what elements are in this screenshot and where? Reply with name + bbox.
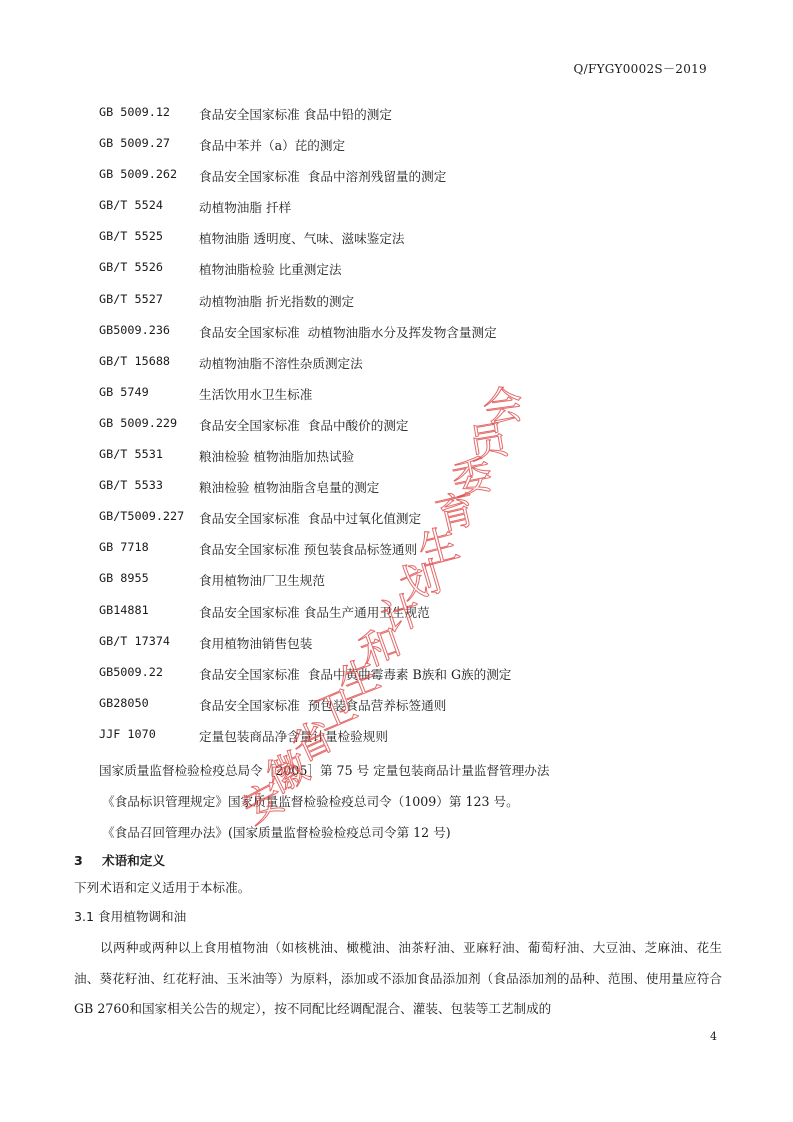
- standard-code: GB/T5009.227: [99, 509, 185, 524]
- watermark-glyph: 员: [464, 416, 512, 469]
- standard-row: [99, 384, 719, 415]
- standard-code: GB/T 17374: [99, 633, 171, 648]
- standard-row: [99, 322, 719, 353]
- watermark-glyph: 生: [413, 520, 465, 576]
- standard-row: [99, 695, 719, 726]
- standard-code: GB 5009.12: [99, 105, 171, 119]
- standard-code: GB28050: [99, 695, 149, 710]
- standard-row: [99, 539, 719, 570]
- page-number: 4: [710, 1030, 717, 1043]
- standard-row: [99, 726, 719, 757]
- standard-code: GB5009.236: [99, 322, 171, 337]
- watermark-glyph: 委: [448, 451, 497, 505]
- standard-code: GB 5749: [99, 384, 149, 399]
- definition-paragraph: 以两种或两种以上食用植物油（如核桃油、橄榄油、油茶籽油、亚麻籽油、葡萄籽油、大豆油、芝麻油、花生油、葵花籽油、红花籽油、玉米油等）为原料，添加或不添加食品添加剂（食品添加剂的品种、范围、使用量应符合 GB 2760和国家相关公告的规定），按不同配比经调配混合、灌装、包装等工艺制成的: [74, 940, 722, 1016]
- regulation-notes: [99, 760, 719, 853]
- standard-code: GB 5009.262: [99, 167, 178, 182]
- standard-title: 动植物油脂 折光指数的测定: [199, 293, 355, 309]
- standard-row: [99, 135, 719, 166]
- watermark-glyph: 卫: [309, 682, 364, 741]
- watermark-glyph: 会: [480, 381, 527, 433]
- standard-title: 食用植物油厂卫生规范: [199, 573, 325, 589]
- standard-row: [99, 291, 719, 322]
- watermark-glyph: 和: [354, 619, 408, 677]
- standard-title: 食品安全国家标准 食品中溶剂残留量的测定: [199, 169, 447, 185]
- standard-title: 食品安全国家标准 动植物油脂水分及挥发物含量测定: [199, 324, 497, 340]
- regulation-note: 《食品标识管理规定》国家质量监督检验检疫总司令（1009）第 123 号。: [102, 794, 519, 810]
- regulation-note: 《食品召回管理办法》(国家质量监督检验检疫总司令第 12 号): [102, 825, 451, 841]
- standard-row: [99, 228, 719, 259]
- standard-title: 植物油脂检验 比重测定法: [199, 262, 342, 278]
- standard-title: 生活饮用水卫生标准: [199, 386, 313, 402]
- standard-title: 定量包装商品净含量计量检验规则: [199, 728, 388, 744]
- standard-row: [99, 477, 719, 508]
- standard-row: [99, 259, 719, 290]
- standard-title: 食品安全国家标准 食品中过氧化值测定: [199, 511, 422, 527]
- regulation-note: 国家质量监督检验检疫总局令［2005］第 75 号 定量包装商品计量监督管理办法: [99, 763, 550, 778]
- subsection-heading: 3.1 食用植物调和油: [74, 909, 187, 924]
- standard-row: [99, 602, 719, 633]
- standard-code: GB5009.22: [99, 664, 163, 679]
- standard-code: GB/T 5526: [99, 260, 163, 275]
- section-title: 术语和定义: [102, 853, 165, 868]
- standard-title: 食品安全国家标准 预包装食品营养标签通则: [199, 697, 447, 713]
- watermark-glyph: 划: [395, 554, 447, 610]
- standard-title: 食品安全国家标准 食品中黄曲霉毒素 B族和 G族的测定: [199, 666, 512, 682]
- standard-title: 食用植物油销售包装: [199, 635, 313, 651]
- standard-title: 食品安全国家标准 食品中酸价的测定: [199, 417, 409, 433]
- section-intro: 下列术语和定义适用于本标准。: [74, 880, 251, 895]
- standard-row: [99, 166, 719, 197]
- standard-code: GB/T 5524: [99, 198, 163, 213]
- standard-row: [99, 446, 719, 477]
- standard-row: [99, 415, 719, 446]
- standard-row: [99, 633, 719, 664]
- normative-references-list: [99, 104, 719, 757]
- standard-code: GB 8955: [99, 571, 149, 586]
- standard-code: GB/T 5531: [99, 447, 163, 462]
- standard-title: 食品安全国家标准 食品中铅的测定: [199, 107, 392, 122]
- standard-code: GB 5009.229: [99, 415, 178, 430]
- watermark-glyph: 育: [431, 486, 481, 541]
- standard-title: 动植物油脂 扦样: [199, 200, 292, 216]
- standard-title: 粮油检验 植物油脂含皂量的测定: [199, 480, 380, 496]
- standard-row: [99, 353, 719, 384]
- standard-row: [99, 570, 719, 601]
- standard-title: 植物油脂 透明度、气味、滋味鉴定法: [199, 231, 405, 247]
- standard-code: GB/T 15688: [99, 353, 171, 368]
- standard-row: [99, 508, 719, 539]
- standard-code: GB 7718: [99, 540, 149, 555]
- watermark-glyph: 安: [235, 773, 293, 834]
- standard-code: JJF 1070: [99, 726, 156, 741]
- standard-code: GB 5009.27: [99, 136, 171, 151]
- standard-code: GB/T 5533: [99, 478, 163, 493]
- standard-code: GB14881: [99, 602, 149, 617]
- watermark-glyph: 计: [375, 587, 428, 644]
- standard-code: GB/T 5525: [99, 229, 163, 244]
- watermark-glyph: 徽: [260, 743, 317, 803]
- standard-row: [99, 104, 719, 135]
- watermark-glyph: 生: [332, 651, 387, 709]
- section-3-heading: [74, 850, 165, 869]
- document-code-header: Q/FYGY0002S－2019: [573, 62, 707, 76]
- standard-title: 食品安全国家标准 预包装食品标签通则: [199, 542, 418, 558]
- standard-row: [99, 664, 719, 695]
- watermark-glyph: 省: [284, 713, 341, 772]
- standard-title: 动植物油脂不溶性杂质测定法: [199, 355, 363, 371]
- section-number: 3: [74, 853, 83, 868]
- standard-code: GB/T 5527: [99, 291, 163, 306]
- standard-title: 粮油检验 植物油脂加热试验: [199, 449, 355, 465]
- standard-row: [99, 197, 719, 228]
- standard-title: 食品安全国家标准 食品生产通用卫生规范: [199, 604, 430, 620]
- standard-title: 食品中苯并（a）芘的测定: [199, 138, 346, 154]
